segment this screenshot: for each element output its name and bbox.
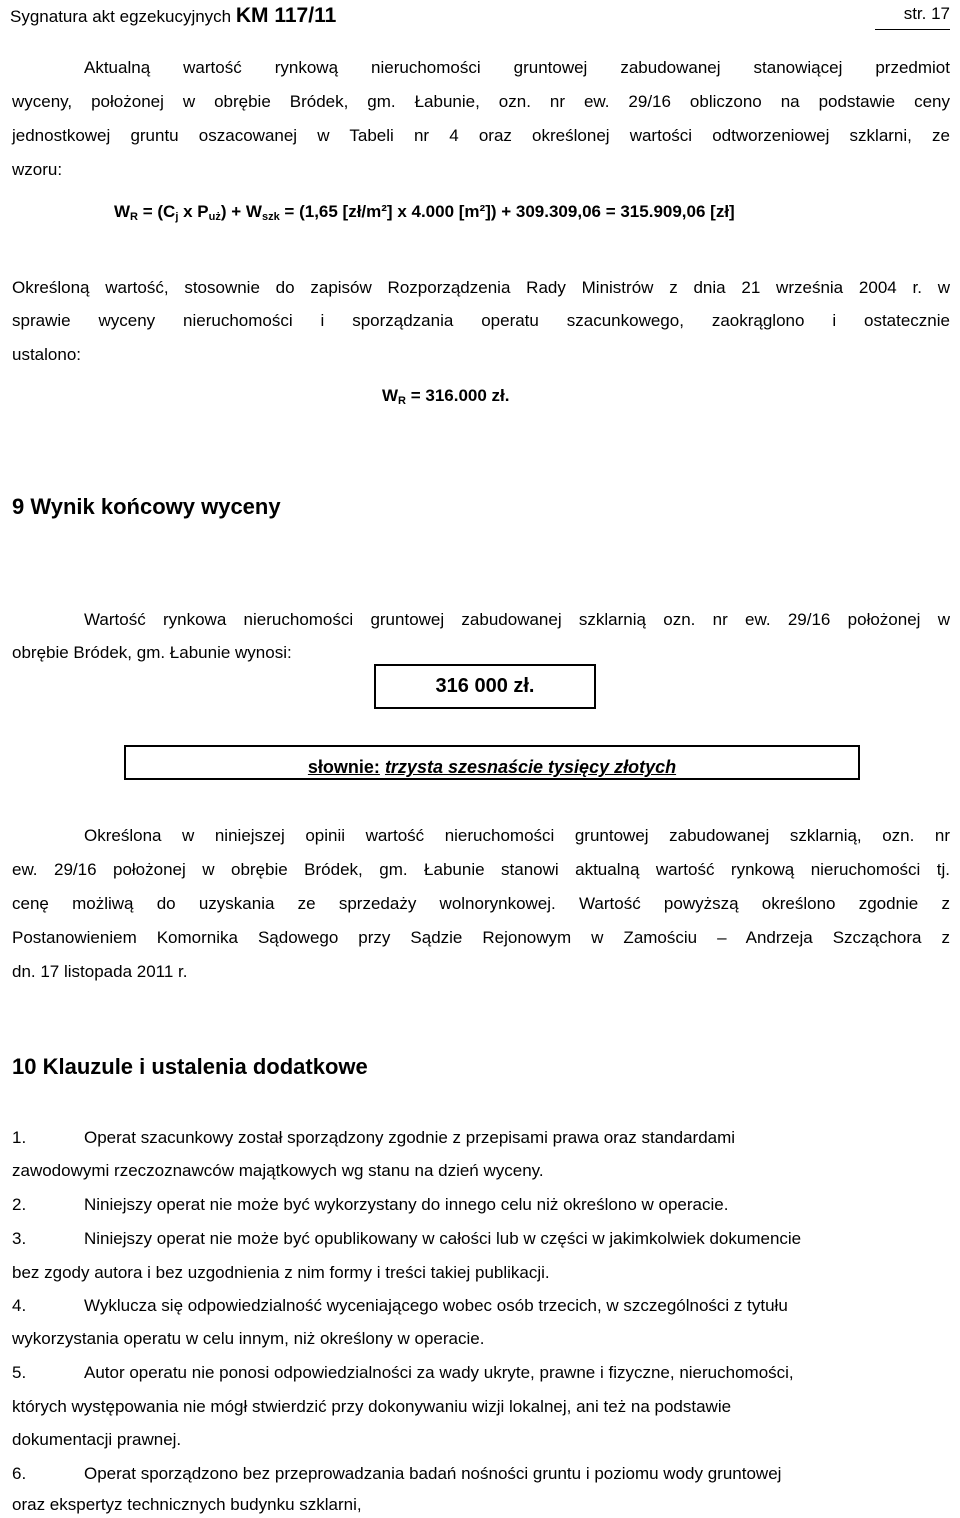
clause-1-text: Operat szacunkowy został sporządzony zgodnie z przepisami prawa oraz standardami [84, 1128, 736, 1147]
clause-5-continuation-1: których występowania nie mógł stwierdzić przy dokonywaniu wizji lokalnej, ani też na podstawie [12, 1397, 732, 1416]
clause-5-text: Autor operatu nie ponosi odpowiedzialności za wady ukryte, prawne i fizyczne, nieruchomości, [84, 1363, 794, 1382]
intro-line-1: Aktualną wartość rynkową nieruchomości gruntowej zabudowanej stanowiącej przedmiot [84, 58, 950, 77]
rounded-value-formula: $W_R = 316.000$ zł. [382, 386, 510, 407]
clause-2-text: Niniejszy operat nie może być wykorzystany do innego celu niż określono w operacie. [84, 1195, 729, 1214]
page-number: str. 17 [903, 4, 950, 23]
clause-2-number: 2. [12, 1195, 27, 1214]
clause-1-continuation: zawodowymi rzeczoznawców majątkowych wg stanu na dzień wyceny. [12, 1161, 544, 1180]
section-10-title: 10 Klauzule i ustalenia dodatkowe [12, 1054, 368, 1079]
section-9-title: 9 Wynik końcowy wyceny [12, 494, 281, 519]
header-rule [875, 29, 950, 30]
closing-line-5: dn. 17 listopada 2011 r. [12, 962, 188, 981]
result-line-2: obrębie Bródek, gm. Łabunie wynosi: [12, 643, 292, 662]
rounding-line-3: ustalono: [12, 345, 81, 364]
clause-4-continuation: wykorzystania operatu w celu innym, niż określony w operacie. [12, 1329, 485, 1348]
case-signature-number: KM 117/11 [235, 4, 337, 27]
rounding-line-2: sprawie wyceny nieruchomości i sporządzania operatu szacunkowego, zaokrąglono i ostatecznie [12, 311, 950, 330]
intro-line-4: wzoru: [12, 160, 63, 179]
amount-in-words-value: trzysta szesnaście tysięcy złotych [384, 757, 677, 777]
closing-line-3: cenę możliwą do uzyskania ze sprzedaży wolnorynkowej. Wartość powyższą określono zgodnie z [12, 894, 950, 913]
clause-6-number: 6. [12, 1464, 27, 1483]
closing-line-2: ew. 29/16 położonej w obrębie Bródek, gm. Łabunie stanowi aktualną wartość rynkową nieruchomości tj. [12, 860, 950, 879]
clause-3-continuation: bez zgody autora i bez uzgodnienia z nim formy i treści takiej publikacji. [12, 1263, 550, 1282]
final-amount-box: 316 000 zł. [374, 664, 596, 709]
amount-in-words-label: słownie: [307, 757, 380, 777]
case-signature [10, 4, 336, 28]
intro-line-2: wyceny, położonej w obrębie Bródek, gm. Łabunie, ozn. nr ew. 29/16 obliczono na podstawie ceny [12, 92, 950, 111]
clause-5-number: 5. [12, 1363, 27, 1382]
clause-5-continuation-2: dokumentacji prawnej. [12, 1430, 182, 1449]
case-signature-label: Sygnatura akt egzekucyjnych [10, 7, 232, 26]
page-header [0, 0, 960, 30]
clause-3-number: 3. [12, 1229, 27, 1248]
clause-4-number: 4. [12, 1296, 27, 1315]
clause-3-text: Niniejszy operat nie może być opublikowany w całości lub w części w jakimkolwiek dokumencie [84, 1229, 802, 1248]
closing-line-1: Określona w niniejszej opinii wartość nieruchomości gruntowej zabudowanej szklarnią, ozn. nr [84, 826, 950, 845]
amount-in-words-box [124, 745, 860, 780]
clause-1-number: 1. [12, 1128, 27, 1147]
clause-4-text: Wyklucza się odpowiedzialność wyceniającego wobec osób trzecich, w szczególności z tytułu [84, 1296, 788, 1315]
intro-line-3: jednostkowej gruntu oszacowanej w Tabeli nr 4 oraz określonej wartości odtworzeniowej szklarni, ze [12, 126, 950, 145]
rounding-line-1: Określoną wartość, stosownie do zapisów Rozporządzenia Rady Ministrów z dnia 21 września 2004 r. w [12, 278, 950, 297]
closing-line-4: Postanowieniem Komornika Sądowego przy Sądzie Rejonowym w Zamościu – Andrzeja Szcząchora z [12, 928, 950, 947]
value-formula: $W_R = (C_j$ x $P_{uż}) + W_{szk} = (1,65$ [zł/m²] x 4.000 [m²]) + 309.309,06 = 315.909,06 [zł] [114, 202, 735, 223]
clause-6-continuation: oraz ekspertyz technicznych budynku szklarni, [12, 1495, 362, 1514]
result-line-1: Wartość rynkowa nieruchomości gruntowej zabudowanej szklarnią ozn. nr ew. 29/16 położonej w [84, 610, 950, 629]
clause-6-text: Operat sporządzono bez przeprowadzania badań nośności gruntu i poziomu wody gruntowej [84, 1464, 782, 1483]
